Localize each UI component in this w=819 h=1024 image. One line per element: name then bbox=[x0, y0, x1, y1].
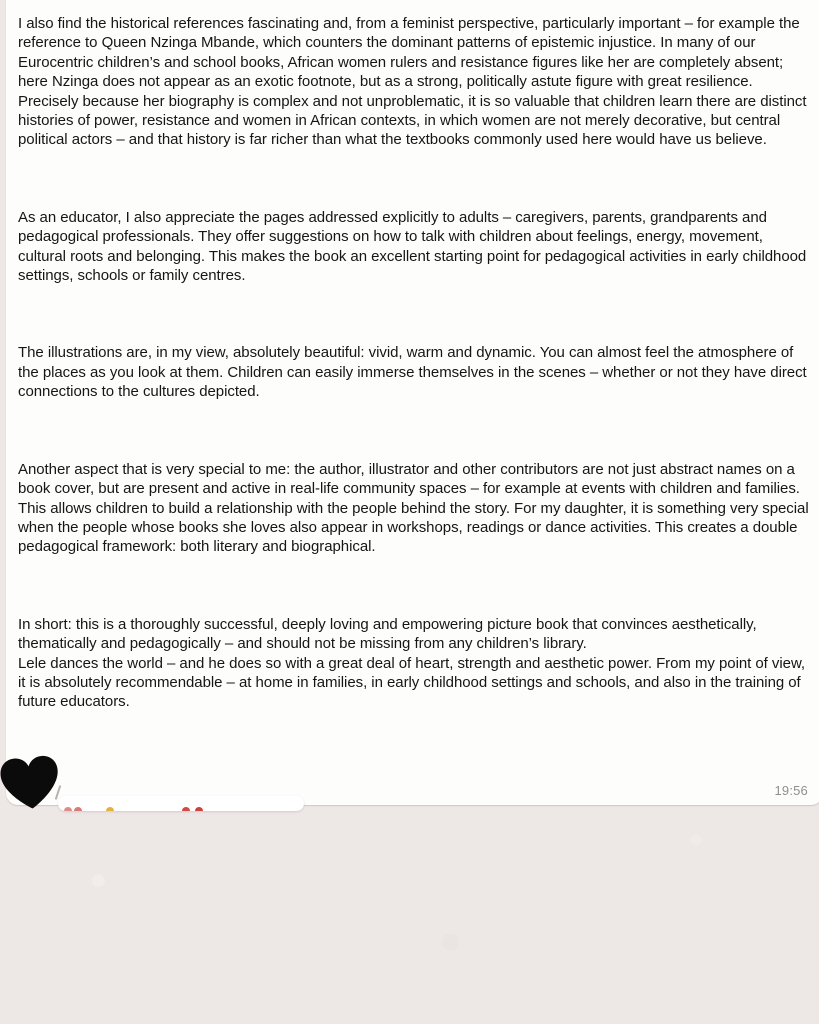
reaction-emoji-icon bbox=[64, 807, 72, 811]
message-paragraph: Another aspect that is very special to me: the author, illustrator and other contributors are not just abstract names on a book cover, but are present and active in real-life community spaces – for example at events with children and families. This allows children to build a relationship with the people behind the story. For my daughter, it is something very special when the people whose books she loves also appear in workshops, readings or dance activities. This creates a double pedagogical framework: both literary and biographical. bbox=[18, 460, 809, 556]
black-heart-sticker-icon[interactable] bbox=[0, 753, 61, 814]
reaction-emoji-icon bbox=[74, 807, 82, 811]
reactions-pill[interactable] bbox=[58, 796, 304, 811]
message-text bbox=[6, 0, 819, 712]
reaction-emoji-icon bbox=[182, 807, 190, 811]
message-paragraph: As an educator, I also appreciate the pages addressed explicitly to adults – caregivers, parents, grandparents and pedagogical professionals. They offer suggestions on how to talk with children about feelings, energy, movement, cultural roots and belonging. This makes the book an excellent starting point for pedagogical activities in early childhood settings, schools or family centres. bbox=[18, 208, 807, 285]
reaction-emoji-icon bbox=[106, 807, 114, 811]
message-paragraph: In short: this is a thoroughly successful, deeply loving and empowering picture book that convinces aesthetically, thematically and pedagogically – and should not be missing from any children’s library. Lele dances the world – and he does so with a great deal of heart, strength and aesthetic power. From my point of view, it is absolutely recommendable – at home in families, in early childhood settings and schools, and also in the training of future educators. bbox=[18, 615, 806, 711]
message-bubble[interactable] bbox=[6, 0, 819, 805]
message-timestamp: 19:56 bbox=[774, 783, 808, 798]
message-paragraph: The illustrations are, in my view, absolutely beautiful: vivid, warm and dynamic. You can almost feel the atmosphere of the places as you look at them. Children can easily immerse themselves in the scenes – whether or not they have direct connections to the cultures depicted. bbox=[18, 344, 807, 401]
message-paragraph: I also find the historical references fascinating and, from a feminist perspective, particularly important – for example the reference to Queen Nzinga Mbande, which counters the dominant patterns of epistemic injustice. In many of our Eurocentric children’s and school books, African women rulers and resistance figures like her are completely absent; here Nzinga does not appear as an exotic footnote, but as a strong, politically astute figure with great resilience. Precisely because her biography is complex and not unproblematic, it is so valuable that children learn there are distinct histories of power, resistance and women in African contexts, in which women are not merely decorative, but central political actors – and that history is far richer than what the textbooks commonly used here would have us believe. bbox=[18, 15, 807, 149]
reaction-emoji-icon bbox=[195, 807, 203, 811]
